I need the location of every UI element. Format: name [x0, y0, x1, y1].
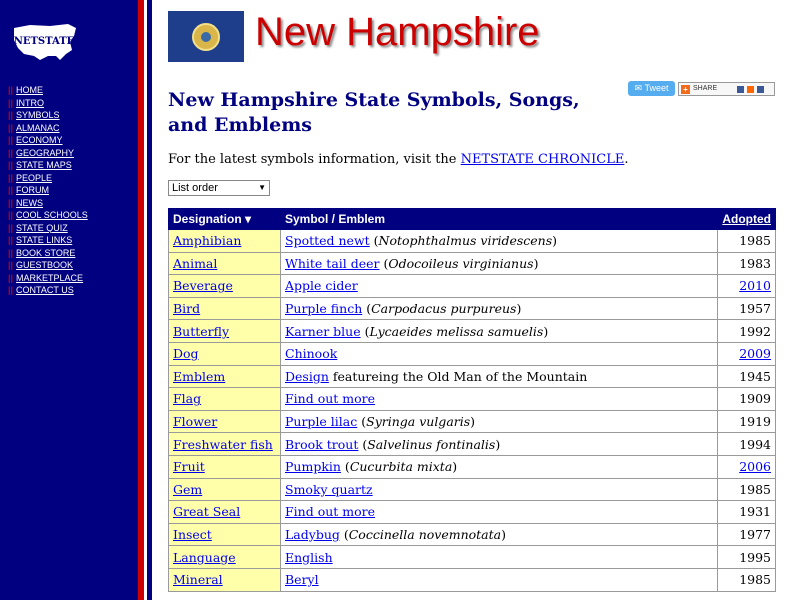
adopted-year: 1919	[739, 414, 771, 430]
nav-bullet-icon: ||	[8, 110, 14, 120]
scientific-name: Carpodacus purpureus	[371, 301, 517, 317]
table-row	[169, 252, 776, 275]
symbol-link[interactable]: Brook trout	[285, 436, 359, 452]
symbol-cell: Purple lilac (Syringa vulgaris)	[281, 410, 718, 433]
scientific-name: Cucurbita mixta	[349, 459, 453, 475]
sidebar-item-almanac	[8, 122, 88, 135]
symbol-cell: Purple finch (Carpodacus purpureus)	[281, 297, 718, 320]
scientific-name: Odocoileus virginianus	[388, 255, 534, 271]
sidebar-item-home	[8, 84, 88, 97]
designation-cell	[169, 523, 281, 546]
symbol-cell	[281, 478, 718, 501]
nav-link[interactable]: GEOGRAPHY	[16, 147, 75, 158]
nav-bullet-icon: ||	[8, 185, 14, 195]
designation-link[interactable]: Flower	[173, 414, 218, 430]
adopted-cell	[718, 320, 776, 343]
nav-link[interactable]: GUESTBOOK	[16, 260, 74, 270]
adopted-cell	[718, 410, 776, 433]
symbol-link[interactable]: English	[285, 549, 333, 565]
sidebar-item-contact-us	[8, 284, 88, 297]
sidebar-item-intro	[8, 97, 88, 110]
nav-bullet-icon: ||	[8, 210, 14, 220]
nav-link[interactable]: ALMANAC	[16, 122, 60, 133]
designation-link[interactable]: Gem	[173, 481, 203, 497]
scientific-name: Notophthalmus viridescens	[378, 233, 553, 249]
adopted-year-link[interactable]: 2006	[739, 459, 771, 475]
designation-cell	[169, 546, 281, 569]
adopted-cell	[718, 501, 776, 524]
adopted-cell	[718, 342, 776, 365]
designation-link[interactable]: Flag	[173, 391, 202, 407]
nav-bullet-icon: ||	[8, 272, 14, 283]
nav-link[interactable]: STATE LINKS	[16, 235, 73, 245]
designation-link[interactable]: Fruit	[173, 459, 205, 475]
nav-link[interactable]: PEOPLE	[16, 172, 53, 183]
adopted-year: 1983	[739, 255, 771, 271]
adopted-year: 1985	[739, 572, 771, 588]
sidebar-item-people	[8, 172, 88, 185]
nav-bullet-icon: ||	[8, 97, 14, 108]
header-symbol: Symbol / Emblem	[281, 209, 718, 230]
symbol-link[interactable]: Find out more	[285, 504, 376, 520]
designation-link[interactable]: Freshwater fish	[173, 436, 273, 452]
adopted-year-link[interactable]: 2009	[739, 346, 771, 362]
symbol-link[interactable]: White tail deer	[285, 255, 380, 271]
designation-link[interactable]: Language	[173, 549, 236, 565]
nav-bullet-icon: ||	[8, 160, 14, 170]
scientific-name: Lycaeides melissa samuelis	[369, 323, 544, 339]
sort-select-value: List order	[172, 182, 218, 194]
symbol-link[interactable]: Chinook	[285, 346, 338, 362]
adopted-year: 1957	[739, 301, 771, 317]
symbol-cell	[281, 365, 718, 388]
adopted-cell	[718, 433, 776, 456]
bird-icon: ✉	[634, 83, 643, 93]
designation-cell	[169, 297, 281, 320]
table-row	[169, 342, 776, 365]
symbol-cell	[281, 568, 718, 591]
adopted-year: 1995	[739, 549, 771, 565]
nav-bullet-icon: ||	[8, 85, 14, 95]
sidebar-item-geography	[8, 147, 88, 160]
nav-bullet-icon: ||	[8, 197, 14, 208]
nav-bullet-icon: ||	[8, 122, 14, 133]
designation-link[interactable]: Animal	[173, 255, 218, 271]
scientific-name: Coccinella novemnotata	[348, 527, 502, 543]
designation-cell	[169, 252, 281, 275]
symbol-link[interactable]: Design	[285, 368, 329, 384]
tweet-button[interactable]	[628, 81, 675, 96]
adopted-cell	[718, 455, 776, 478]
table-row	[169, 568, 776, 591]
nav-link[interactable]: ECONOMY	[16, 135, 63, 145]
designation-link[interactable]: Amphibian	[173, 233, 242, 249]
adopted-cell	[718, 230, 776, 253]
designation-link[interactable]: Beverage	[173, 278, 233, 294]
adopted-cell	[718, 523, 776, 546]
symbol-cell: Ladybug (Coccinella novemnotata)	[281, 523, 718, 546]
designation-link[interactable]: Great Seal	[173, 504, 241, 520]
table-row	[169, 320, 776, 343]
table-row	[169, 388, 776, 411]
state-title: New Hampshire	[255, 10, 540, 54]
table-row	[169, 546, 776, 569]
table-row	[169, 297, 776, 320]
designation-cell	[169, 230, 281, 253]
designation-link[interactable]: Emblem	[173, 368, 226, 384]
designation-cell	[169, 568, 281, 591]
adopted-year: 1985	[739, 481, 771, 497]
sidebar-item-symbols	[8, 109, 88, 122]
symbols-table	[168, 208, 776, 592]
tweet-label: Tweet	[644, 83, 669, 93]
symbol-cell	[281, 275, 718, 298]
designation-cell	[169, 320, 281, 343]
designation-cell	[169, 365, 281, 388]
symbol-link[interactable]: Pumpkin	[285, 459, 341, 475]
symbol-link[interactable]: Purple finch	[285, 301, 363, 317]
table-row	[169, 365, 776, 388]
nav-link[interactable]: CONTACT US	[16, 285, 74, 295]
nav-bullet-icon: ||	[8, 222, 14, 233]
adopted-year: 1909	[739, 391, 771, 407]
sidebar-item-cool-schools	[8, 209, 88, 222]
adopted-year-link[interactable]: 2010	[739, 278, 771, 294]
nav-bullet-icon: ||	[8, 260, 14, 270]
adopted-year: 1977	[739, 527, 771, 543]
sidebar-item-news	[8, 197, 88, 210]
sidebar-item-book-store	[8, 247, 88, 260]
page-heading: New Hampshire State Symbols, Songs, and Emblems	[168, 89, 580, 136]
designation-cell	[169, 410, 281, 433]
dropdown-arrow-icon: ▼	[258, 183, 266, 192]
sidebar-item-forum	[8, 184, 88, 197]
header-adopted[interactable]	[718, 209, 776, 230]
nav-bullet-icon: ||	[8, 247, 14, 258]
symbol-cell	[281, 501, 718, 524]
table-row	[169, 275, 776, 298]
nav-bullet-icon: ||	[8, 172, 14, 183]
header-designation[interactable]: Designation ▾	[169, 209, 281, 230]
state-flag-image	[168, 11, 244, 62]
sidebar-item-state-links	[8, 234, 88, 247]
symbol-cell	[281, 388, 718, 411]
adopted-cell	[718, 568, 776, 591]
share-button[interactable]	[678, 82, 775, 96]
adopted-cell	[718, 388, 776, 411]
designation-cell	[169, 501, 281, 524]
nav-link[interactable]: NEWS	[16, 197, 44, 208]
sidebar	[0, 0, 138, 600]
designation-link[interactable]: Bird	[173, 301, 201, 317]
intro-text: For the latest symbols information, visit the NETSTATE CHRONICLE.	[168, 152, 629, 167]
divider-navy	[147, 0, 152, 600]
table-row	[169, 501, 776, 524]
symbol-cell	[281, 546, 718, 569]
symbol-cell: Karner blue (Lycaeides melissa samuelis)	[281, 320, 718, 343]
adopted-cell	[718, 252, 776, 275]
nav-bullet-icon: ||	[8, 285, 14, 295]
sort-order-select[interactable]	[168, 180, 270, 196]
table-row	[169, 478, 776, 501]
nav-link[interactable]: STATE MAPS	[16, 160, 72, 170]
symbol-cell: Spotted newt (Notophthalmus viridescens)	[281, 230, 718, 253]
table-row	[169, 410, 776, 433]
symbol-cell: Brook trout (Salvelinus fontinalis)	[281, 433, 718, 456]
scientific-name: Syringa vulgaris	[366, 414, 471, 430]
digg-icon	[747, 86, 754, 93]
nav-link[interactable]: FORUM	[16, 185, 50, 195]
sidebar-nav	[8, 84, 88, 297]
designation-cell	[169, 433, 281, 456]
symbol-link[interactable]: Smoky quartz	[285, 481, 373, 497]
designation-link[interactable]: Dog	[173, 346, 199, 362]
plus-icon: +	[681, 85, 690, 94]
nav-bullet-icon: ||	[8, 147, 14, 158]
scientific-name: Salvelinus fontinalis	[367, 436, 496, 452]
symbol-link[interactable]: Ladybug	[285, 527, 340, 543]
designation-link[interactable]: Insect	[173, 527, 212, 543]
adopted-cell	[718, 546, 776, 569]
symbol-cell	[281, 342, 718, 365]
netstate-logo[interactable]	[10, 20, 80, 66]
designation-cell	[169, 388, 281, 411]
nav-bullet-icon: ||	[8, 135, 14, 145]
sidebar-item-state-maps	[8, 159, 88, 172]
nav-bullet-icon: ||	[8, 235, 14, 245]
table-row	[169, 433, 776, 456]
adopted-year: 1945	[739, 368, 771, 384]
symbol-note: featureing the Old Man of the Mountain	[328, 368, 588, 384]
symbol-link[interactable]: Karner blue	[285, 323, 361, 339]
nav-link[interactable]: STATE QUIZ	[16, 222, 68, 233]
adopted-year: 1931	[739, 504, 771, 520]
designation-cell	[169, 275, 281, 298]
sidebar-item-economy	[8, 134, 88, 147]
table-row	[169, 455, 776, 478]
designation-cell	[169, 342, 281, 365]
symbol-link[interactable]: Purple lilac	[285, 414, 358, 430]
nav-link[interactable]: HOME	[16, 85, 44, 95]
netstate-chronicle-link[interactable]: NETSTATE CHRONICLE	[460, 152, 625, 167]
table-header-row	[169, 209, 776, 230]
share-label: SHARE	[693, 85, 718, 92]
symbol-link[interactable]: Beryl	[285, 572, 319, 588]
sidebar-item-state-quiz	[8, 222, 88, 235]
symbol-cell: Pumpkin (Cucurbita mixta)	[281, 455, 718, 478]
table-row	[169, 523, 776, 546]
adopted-year: 1994	[739, 436, 771, 452]
designation-cell	[169, 455, 281, 478]
symbol-cell: White tail deer (Odocoileus virginianus)	[281, 252, 718, 275]
bookmark-icon	[757, 86, 764, 93]
symbol-link[interactable]: Apple cider	[285, 278, 358, 294]
nav-link[interactable]: MARKETPLACE	[16, 272, 84, 283]
designation-cell	[169, 478, 281, 501]
state-seal-icon	[192, 23, 220, 51]
adopted-cell	[718, 275, 776, 298]
symbol-link[interactable]: Spotted newt	[285, 233, 370, 249]
nav-link[interactable]: COOL SCHOOLS	[16, 210, 88, 220]
adopted-cell	[718, 478, 776, 501]
adopted-sort-link[interactable]: Adopted	[722, 212, 771, 226]
facebook-icon	[737, 86, 744, 93]
symbol-link[interactable]: Find out more	[285, 391, 376, 407]
adopted-cell	[718, 297, 776, 320]
designation-link[interactable]: Mineral	[173, 572, 223, 588]
table-row	[169, 230, 776, 253]
nav-link[interactable]: SYMBOLS	[16, 110, 60, 120]
sidebar-item-marketplace	[8, 272, 88, 285]
adopted-year: 1992	[739, 323, 771, 339]
sidebar-item-guestbook	[8, 259, 88, 272]
designation-link[interactable]: Butterfly	[173, 323, 230, 339]
nav-link[interactable]: BOOK STORE	[16, 247, 76, 258]
adopted-year: 1985	[739, 233, 771, 249]
nav-link[interactable]: INTRO	[16, 97, 45, 108]
adopted-cell	[718, 365, 776, 388]
logo-text: NETSTATE	[13, 36, 75, 47]
